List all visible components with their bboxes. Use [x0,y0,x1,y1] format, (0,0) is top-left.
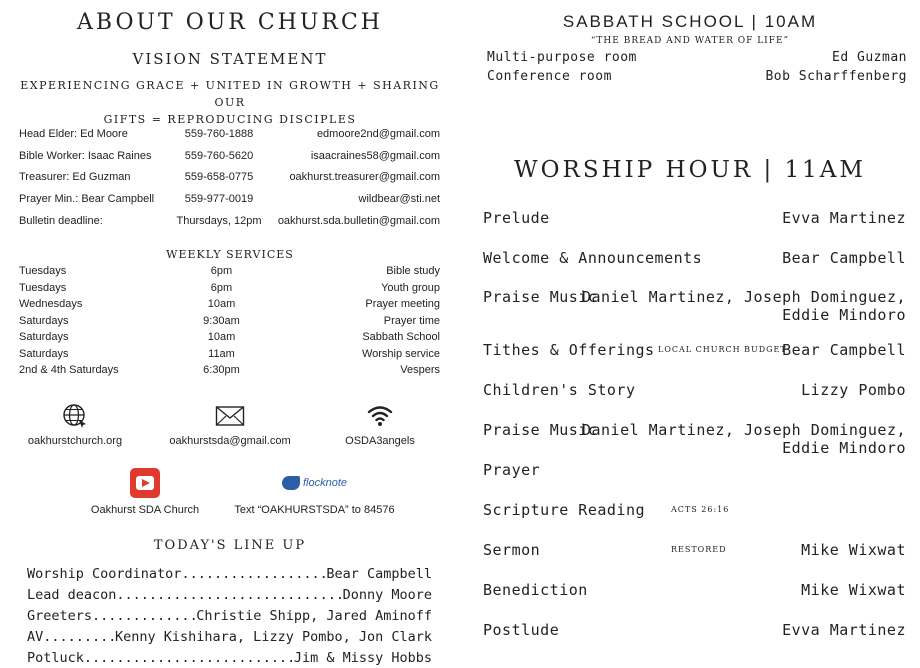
service-person: Bear Campbell [782,341,906,359]
class-leader: Ed Guzman [832,50,907,65]
contact-email[interactable]: oakhurst.sda.bulletin@gmail.com [277,214,440,227]
globe-icon [62,403,88,429]
service-name: Worship service [361,347,440,360]
about-page [0,0,460,666]
vision-line: EXPERIENCING GRACE + UNITED IN GROWTH + SHARING OUR [20,79,440,109]
contact-list [19,123,440,231]
service-item: Praise Music [483,421,598,439]
service-name: Prayer meeting [365,298,440,311]
service-item: Children's Story [483,381,636,399]
service-item: Prayer [483,461,541,479]
worship-hour-title: WORSHIP HOUR | 11AM [514,157,866,183]
service-item: Praise Music [483,288,598,306]
service-row [19,280,440,297]
dot-leader [43,629,115,645]
service-day: Wednesdays [19,298,83,311]
service-person-line: Eddie Mindoro [782,306,906,324]
service-time: 6pm [210,281,233,294]
service-row [19,329,440,346]
lineup-role: AV [27,628,44,645]
service-row [19,263,440,280]
sabbath-school-title: SABBATH SCHOOL | 10AM [562,12,818,31]
worship-page [460,0,920,663]
contact-role: Bible Worker: Isaac Raines [19,149,152,162]
lineup-row [27,647,432,668]
youtube-channel: Oakhurst SDA Church [90,504,200,516]
service-row [19,313,440,330]
weekly-services-list [19,263,440,379]
lineup-row [27,584,432,605]
service-day: Tuesdays [19,265,67,278]
website-link[interactable] [20,403,130,447]
lineup-row [27,626,432,647]
service-item: Postlude [483,621,560,639]
lineup-name: Kenny Kishihara, Lizzy Pombo, Jon Clark [115,628,432,645]
contact-row [19,188,440,210]
lineup-role: Worship Coordinator [27,565,182,582]
website-url: oakhurstchurch.org [27,435,123,447]
lineup-title: TODAY'S LINE UP [153,538,307,553]
contact-phone[interactable]: 559-760-1888 [184,127,254,140]
service-day: Saturdays [19,331,69,344]
weekly-services-title: WEEKLY SERVICES [166,248,294,261]
lineup-list [27,563,432,668]
contact-phone[interactable]: 559-977-0019 [184,192,254,205]
service-person: Mike Wixwat [801,541,906,559]
contact-links [0,403,460,463]
service-person [582,288,906,324]
service-item: Prelude [483,209,550,227]
contact-email[interactable]: wildbear@sti.net [358,192,440,205]
service-row [19,362,440,379]
contact-email[interactable]: oakhurst.treasurer@gmail.com [289,171,440,184]
youtube-link[interactable] [80,468,210,516]
contact-phone[interactable]: 559-658-0775 [184,171,254,184]
lineup-name: Jim & Missy Hobbs [293,649,432,666]
service-person: Lizzy Pombo [801,381,906,399]
service-note: LOCAL CHURCH BUDGET [658,345,787,354]
contact-email[interactable]: edmoore2nd@gmail.com [316,127,440,140]
service-person: Evva Martinez [782,209,906,227]
service-time: 11am [208,347,235,360]
service-item: Scripture Reading [483,501,646,519]
contact-row [19,166,440,188]
lineup-name: Christie Shipp, Jared Aminoff [196,607,432,624]
contact-phone[interactable]: 559-760-5620 [184,149,254,162]
dot-leader [116,587,342,603]
page-title: ABOUT OUR CHURCH [77,10,383,35]
wifi-icon [367,403,393,429]
contact-row [19,123,440,145]
flocknote-link[interactable] [232,468,397,516]
service-person-line: Daniel Martinez, Joseph Dominguez, [581,288,906,306]
service-name: Youth group [381,281,440,294]
contact-role: Head Elder: Ed Moore [19,127,128,140]
class-leader: Bob Scharffenberg [765,69,907,84]
service-person: Bear Campbell [782,249,906,267]
service-person: Mike Wixwat [801,581,906,599]
wifi-info [325,403,435,447]
service-person-line: Daniel Martinez, Joseph Dominguez, [581,421,906,439]
envelope-icon [215,403,245,429]
contact-role: Bulletin deadline: [19,214,103,227]
service-day: Tuesdays [19,281,67,294]
lineup-role: Lead deacon [27,586,117,603]
lineup-row [27,605,432,626]
class-room: Conference room [487,69,612,84]
sabbath-class-row [487,69,907,84]
service-person [582,421,906,457]
service-item: Welcome & Announcements [483,249,703,267]
dot-leader [181,566,326,582]
flocknote-instructions: Text “OAKHURSTSDA” to 84576 [234,504,395,516]
sermon-title: RESTORED [671,545,727,554]
youtube-icon [130,468,160,498]
service-day: Saturdays [19,314,69,327]
service-time: 10am [207,331,236,344]
service-person-line: Eddie Mindoro [782,439,906,457]
bulletin-deadline: Thursdays, 12pm [176,214,262,227]
service-day: 2nd & 4th Saturdays [19,364,119,377]
service-time: 6:30pm [203,364,240,377]
contact-row [19,145,440,167]
lineup-role: Greeters [27,607,93,624]
sabbath-class-row [487,50,907,65]
contact-role: Treasurer: Ed Guzman [19,171,131,184]
service-name: Vespers [400,364,440,377]
service-time: 9:30am [203,314,240,327]
service-name: Bible study [386,265,440,278]
lineup-row [27,563,432,584]
class-room: Multi-purpose room [487,50,637,65]
flocknote-icon [282,476,300,490]
dot-leader [84,650,294,666]
email-link[interactable] [165,403,295,447]
scripture-reference: ACTS 26:16 [671,505,730,514]
service-time: 10am [207,298,236,311]
service-row [19,296,440,313]
flocknote-logo [232,468,397,498]
service-item: Sermon [483,541,541,559]
vision-title: VISION STATEMENT [132,50,328,68]
service-time: 6pm [210,265,233,278]
vision-line: GIFTS = REPRODUCING DISCIPLES [103,113,357,126]
lineup-role: Potluck [27,649,84,666]
dot-leader [92,608,196,624]
contact-row [19,210,440,232]
lineup-name: Donny Moore [342,586,432,603]
service-day: Saturdays [19,347,69,360]
contact-role: Prayer Min.: Bear Campbell [19,192,155,205]
service-row [19,346,440,363]
email-address: oakhurstsda@gmail.com [169,435,291,447]
wifi-password: OSDA3angels [345,435,415,447]
vision-statement [20,77,440,128]
flocknote-logo-text: flocknote [302,477,348,489]
service-name: Sabbath School [362,331,440,344]
sabbath-school-subtitle: “THE BREAD AND WATER OF LIFE” [590,36,790,46]
contact-email[interactable]: isaacraines58@gmail.com [310,149,440,162]
service-person: Evva Martinez [782,621,906,639]
service-item: Benediction [483,581,588,599]
service-item: Tithes & Offerings [483,341,655,359]
lineup-name: Bear Campbell [326,565,432,582]
service-name: Prayer time [383,314,440,327]
